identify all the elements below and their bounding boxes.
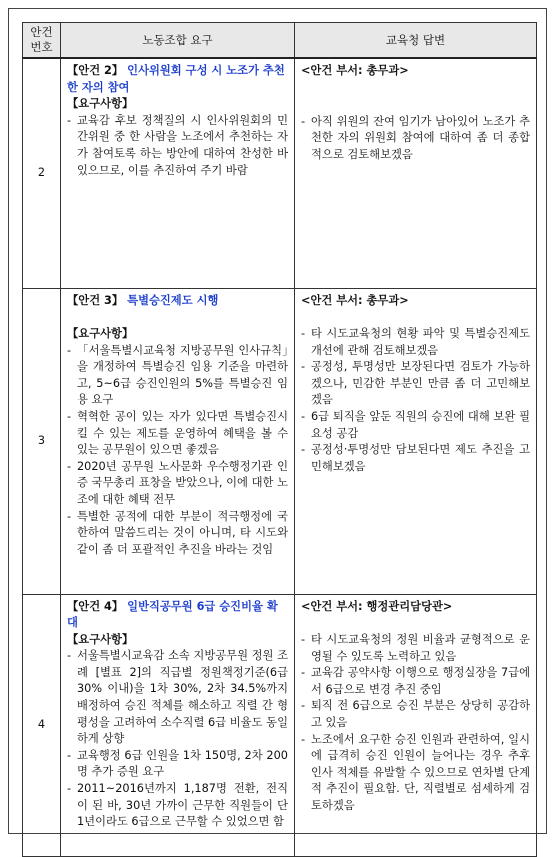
header-union-request: 노동조합 요구 bbox=[61, 23, 295, 59]
request-label: 【요구사항】 bbox=[67, 632, 134, 646]
agenda-table bbox=[22, 22, 537, 857]
list-item: - 혁혁한 공이 있는 자가 있다면 특별승진시킬 수 있는 제도를 운영하여 혜택을 볼 수 있는 공무원이 있으면 좋겠음 bbox=[67, 410, 288, 457]
list-item: - 아직 위원의 잔여 임기가 남아있어 노조가 추천한 자의 위원회 참여에 대하여 좀 더 종합적으로 검토해보겠음 bbox=[301, 114, 530, 161]
agenda-number: 2 bbox=[23, 58, 61, 288]
agenda-number: 3 bbox=[23, 288, 61, 594]
list-item: - 노조에서 요구한 승진 인원과 관련하여, 일시에 급격히 승진 인원이 늘어나는 경우 추후 인사 적체를 유발할 수 있으므로 연차별 단계적 추진이 필요함. 단, 직렬별로 섬세하게 검토하겠음 bbox=[301, 732, 530, 813]
list-item: - 교육감 공약사항 이행으로 행정실장을 7급에서 6급으로 변경 추진 중임 bbox=[301, 666, 530, 696]
list-item: - 서울특별시교육감 소속 지방공무원 정원 조례 [별표 2]의 직급별 정원책정기준(6급 30% 이내)을 1차 30%, 2차 34.5%까지 배정하여 승진 적체를 해소하고 직렬 간 형평성을 고려하여 소수직렬 6급 비율도 동일하게 상향 bbox=[67, 649, 288, 746]
request-label: 【요구사항】 bbox=[67, 327, 134, 341]
list-item: - 타 시도교육청의 현황 파악 및 특별승진제도 개선에 관해 검토해보겠음 bbox=[301, 327, 530, 357]
list-item: - 공정성, 투명성만 보장된다면 검토가 가능하겠으나, 민감한 부분인 만큼 좀 더 고민해보겠음 bbox=[301, 360, 530, 407]
request-cell bbox=[61, 288, 295, 594]
responsible-department: <안건 부서: 총무과> bbox=[301, 64, 409, 77]
responsible-department: <안건 부서: 행정관리담당관> bbox=[301, 599, 453, 613]
request-cell bbox=[61, 58, 295, 288]
list-item: - 「서울특별시교육청 지방공무원 인사규칙」을 개정하여 특별승진 임용 기준을 마련하고, 5~6급 승진인원의 5%를 특별승진 임용 요구 bbox=[67, 343, 288, 407]
header-office-response: 교육청 답변 bbox=[295, 23, 537, 59]
list-item: - 타 시도교육청의 정원 비율과 균형적으로 운영될 수 있도록 노력하고 있음 bbox=[301, 633, 530, 663]
list-item: - 2011~2016년까지 1,187명 전환, 전직이 된 바, 30년 가까이 근무한 직원들이 단 1년이라도 6급으로 근무할 수 있었으면 함 bbox=[67, 782, 288, 829]
responsible-department: <안건 부서: 총무과> bbox=[301, 293, 409, 307]
request-cell bbox=[61, 594, 295, 856]
list-item: - 6급 퇴직을 앞둔 직원의 승진에 대해 보완 필요성 공감 bbox=[301, 410, 530, 440]
response-cell bbox=[295, 288, 537, 594]
list-item: - 교육행정 6급 인원을 1차 150명, 2차 200명 추가 증원 요구 bbox=[67, 748, 288, 779]
request-label: 【요구사항】 bbox=[67, 97, 134, 111]
list-item: - 교육감 후보 정책질의 시 인사위원회의 민간위원 중 한 사람을 노조에서 추천하는 자가 참여토록 하는 방안에 대하여 찬성한 바 있으므로, 이를 추진하여 주기 바람 bbox=[67, 113, 288, 177]
table-row bbox=[23, 594, 537, 856]
list-item: - 공정성·투명성만 담보된다면 제도 추진을 고민해보겠음 bbox=[301, 443, 530, 473]
agenda-number: 4 bbox=[23, 594, 61, 856]
table-row bbox=[23, 58, 537, 288]
agenda-title: 【안건 4】 일반직공무원 6급 승진비율 확대 bbox=[67, 599, 278, 630]
agenda-title: 【안건 3】 특별승진제도 시행 bbox=[67, 293, 219, 307]
header-agenda-number: 안건 번호 bbox=[23, 23, 61, 59]
agenda-title: 【안건 2】 인사위원회 구성 시 노조가 추천한 자의 참여 bbox=[67, 64, 285, 94]
list-item: - 특별한 공적에 대한 부분이 적극행정에 국한하여 말씀드리는 것이 아니며, 타 시도와 같이 좀 더 포괄적인 추진을 바라는 것임 bbox=[67, 509, 288, 556]
list-item: - 퇴직 전 6급으로 승진 부분은 상당히 공감하고 있음 bbox=[301, 699, 530, 730]
response-cell bbox=[295, 594, 537, 856]
list-item: - 2020년 공무원 노사문화 우수행정기관 인증 국무총리 표창을 받았으나, 이에 대한 노조에 대한 혜택 전무 bbox=[67, 459, 288, 507]
table-row bbox=[23, 288, 537, 594]
response-cell bbox=[295, 58, 537, 288]
table-header-row bbox=[23, 23, 537, 59]
